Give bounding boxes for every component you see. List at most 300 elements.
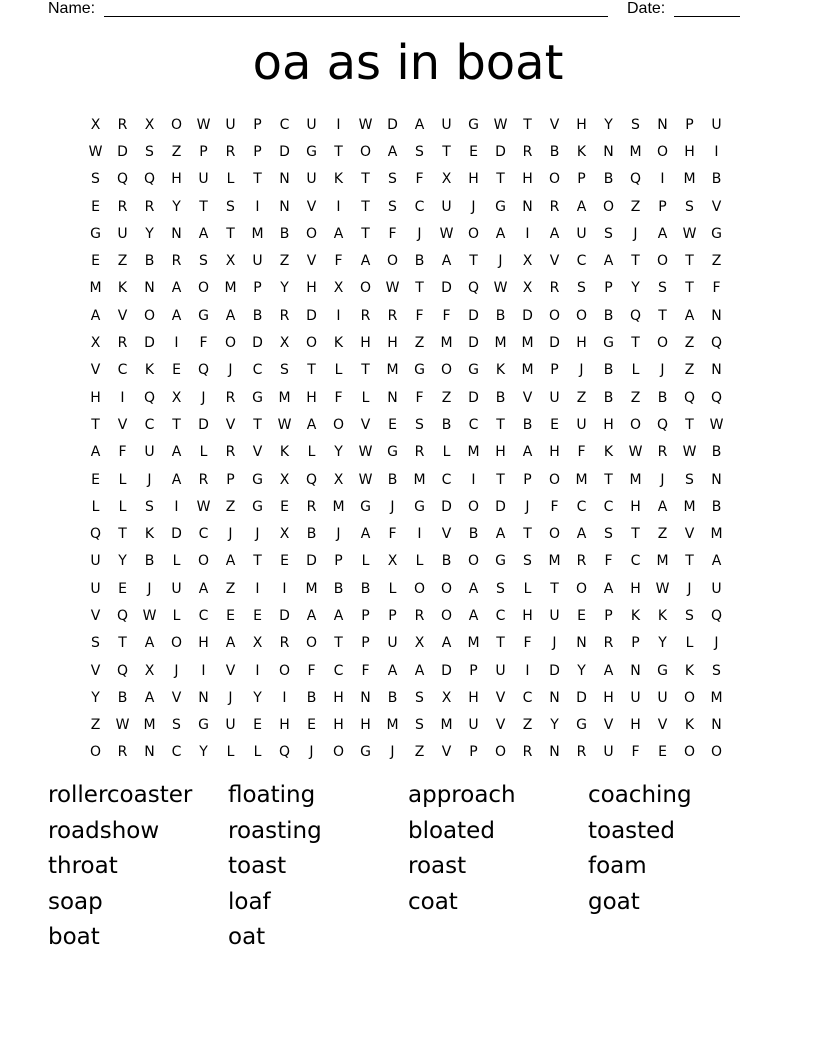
grid-cell[interactable]: W	[277, 416, 292, 433]
grid-cell[interactable]: V	[495, 689, 506, 706]
grid-cell[interactable]: S	[631, 116, 640, 133]
grid-cell[interactable]: Y	[658, 635, 667, 652]
grid-cell[interactable]: Z	[171, 143, 182, 160]
grid-cell[interactable]: J	[147, 580, 152, 597]
grid-cell[interactable]: T	[496, 635, 505, 652]
grid-cell[interactable]: F	[712, 280, 721, 297]
grid-cell[interactable]: Q	[89, 526, 102, 543]
grid-cell[interactable]: K	[144, 362, 155, 379]
grid-cell[interactable]: J	[390, 744, 395, 761]
grid-cell[interactable]: V	[90, 662, 101, 679]
grid-cell[interactable]: F	[307, 662, 316, 679]
grid-cell[interactable]: T	[118, 635, 127, 652]
grid-cell[interactable]: B	[306, 689, 317, 706]
grid-cell[interactable]: O	[548, 171, 561, 188]
grid-cell[interactable]: B	[333, 580, 344, 597]
grid-cell[interactable]: Q	[116, 662, 129, 679]
grid-cell[interactable]: R	[225, 444, 236, 461]
grid-cell[interactable]: S	[415, 717, 424, 734]
grid-cell[interactable]: W	[682, 444, 697, 461]
grid-cell[interactable]: S	[145, 143, 154, 160]
grid-cell[interactable]: K	[684, 662, 695, 679]
grid-cell[interactable]: I	[255, 662, 260, 679]
grid-cell[interactable]: I	[201, 662, 206, 679]
grid-cell[interactable]: A	[171, 471, 182, 488]
grid-cell[interactable]: X	[279, 335, 290, 352]
grid-cell[interactable]: T	[361, 198, 370, 215]
grid-cell[interactable]: V	[603, 717, 614, 734]
grid-cell[interactable]: M	[251, 225, 264, 242]
grid-cell[interactable]: A	[495, 526, 506, 543]
grid-cell[interactable]: B	[387, 689, 398, 706]
grid-cell[interactable]: M	[89, 280, 102, 297]
grid-cell[interactable]: N	[657, 116, 668, 133]
grid-cell[interactable]: H	[90, 389, 101, 406]
grid-cell[interactable]: L	[631, 362, 640, 379]
grid-cell[interactable]: L	[523, 580, 532, 597]
grid-cell[interactable]: J	[633, 225, 638, 242]
grid-cell[interactable]: X	[279, 526, 290, 543]
grid-cell[interactable]: C	[198, 607, 209, 624]
grid-cell[interactable]: M	[386, 362, 399, 379]
grid-cell[interactable]: Z	[441, 389, 452, 406]
grid-cell[interactable]: B	[360, 580, 371, 597]
grid-cell[interactable]: Y	[280, 280, 289, 297]
grid-cell[interactable]: H	[360, 717, 371, 734]
grid-cell[interactable]: T	[334, 635, 343, 652]
grid-cell[interactable]: T	[307, 362, 316, 379]
grid-cell[interactable]: Z	[279, 253, 290, 270]
grid-cell[interactable]: D	[279, 607, 290, 624]
grid-cell[interactable]: A	[711, 553, 722, 570]
grid-cell[interactable]: S	[685, 471, 694, 488]
grid-cell[interactable]: J	[714, 635, 719, 652]
grid-cell[interactable]: G	[468, 116, 479, 133]
grid-cell[interactable]: N	[549, 689, 560, 706]
grid-cell[interactable]: K	[630, 607, 641, 624]
grid-cell[interactable]: P	[334, 553, 343, 570]
grid-cell[interactable]: M	[656, 553, 669, 570]
grid-cell[interactable]: D	[441, 662, 452, 679]
grid-cell[interactable]: O	[170, 635, 183, 652]
grid-cell[interactable]: B	[441, 553, 452, 570]
grid-cell[interactable]: D	[306, 553, 317, 570]
grid-cell[interactable]: G	[468, 362, 479, 379]
grid-cell[interactable]: W	[493, 116, 508, 133]
grid-cell[interactable]: O	[197, 553, 210, 570]
grid-cell[interactable]: W	[709, 416, 724, 433]
grid-cell[interactable]: T	[226, 225, 235, 242]
grid-cell[interactable]: T	[118, 526, 127, 543]
grid-cell[interactable]: M	[413, 471, 426, 488]
grid-cell[interactable]: T	[685, 553, 694, 570]
grid-cell[interactable]: U	[549, 389, 560, 406]
name-field-line[interactable]	[104, 0, 608, 17]
grid-cell[interactable]: J	[660, 362, 665, 379]
grid-cell[interactable]: A	[387, 143, 398, 160]
grid-cell[interactable]: L	[118, 498, 127, 515]
grid-cell[interactable]: H	[603, 416, 614, 433]
grid-cell[interactable]: L	[226, 744, 235, 761]
grid-cell[interactable]: S	[523, 553, 532, 570]
grid-cell[interactable]: I	[120, 389, 125, 406]
grid-cell[interactable]: A	[198, 225, 209, 242]
grid-cell[interactable]: C	[576, 498, 587, 515]
grid-cell[interactable]: Z	[576, 389, 587, 406]
grid-cell[interactable]: S	[604, 526, 613, 543]
grid-cell[interactable]: N	[144, 280, 155, 297]
grid-cell[interactable]: S	[415, 416, 424, 433]
grid-cell[interactable]: T	[658, 307, 667, 324]
grid-cell[interactable]: T	[334, 143, 343, 160]
grid-cell[interactable]: S	[712, 662, 721, 679]
grid-cell[interactable]: A	[306, 607, 317, 624]
grid-cell[interactable]: O	[224, 335, 237, 352]
grid-cell[interactable]: E	[469, 143, 478, 160]
grid-cell[interactable]: E	[91, 471, 100, 488]
grid-cell[interactable]: S	[388, 171, 397, 188]
grid-cell[interactable]: T	[91, 416, 100, 433]
grid-cell[interactable]: Y	[631, 280, 640, 297]
grid-cell[interactable]: A	[603, 662, 614, 679]
grid-cell[interactable]: C	[576, 253, 587, 270]
grid-cell[interactable]: H	[279, 717, 290, 734]
grid-cell[interactable]: R	[387, 307, 398, 324]
grid-cell[interactable]: O	[197, 280, 210, 297]
grid-cell[interactable]: F	[631, 744, 640, 761]
grid-cell[interactable]: C	[117, 362, 128, 379]
grid-cell[interactable]: J	[552, 635, 557, 652]
grid-cell[interactable]: I	[282, 580, 287, 597]
grid-cell[interactable]: O	[332, 416, 345, 433]
grid-cell[interactable]: F	[550, 498, 559, 515]
grid-cell[interactable]: C	[495, 607, 506, 624]
grid-cell[interactable]: H	[684, 143, 695, 160]
grid-cell[interactable]: X	[333, 471, 344, 488]
grid-cell[interactable]: L	[253, 744, 262, 761]
grid-cell[interactable]: M	[332, 498, 345, 515]
grid-cell[interactable]: A	[657, 498, 668, 515]
grid-cell[interactable]: D	[441, 498, 452, 515]
grid-cell[interactable]: H	[576, 116, 587, 133]
grid-cell[interactable]: B	[144, 553, 155, 570]
grid-cell[interactable]: M	[305, 580, 318, 597]
grid-cell[interactable]: V	[171, 689, 182, 706]
grid-cell[interactable]: D	[117, 143, 128, 160]
grid-cell[interactable]: P	[361, 635, 370, 652]
grid-cell[interactable]: I	[336, 198, 341, 215]
grid-cell[interactable]: U	[225, 717, 236, 734]
grid-cell[interactable]: U	[171, 580, 182, 597]
grid-cell[interactable]: B	[414, 253, 425, 270]
grid-cell[interactable]: M	[467, 635, 480, 652]
grid-cell[interactable]: R	[225, 143, 236, 160]
grid-cell[interactable]: F	[118, 444, 127, 461]
grid-cell[interactable]: C	[441, 471, 452, 488]
grid-cell[interactable]: P	[469, 744, 478, 761]
grid-cell[interactable]: W	[196, 498, 211, 515]
grid-cell[interactable]: X	[441, 171, 452, 188]
grid-cell[interactable]: B	[711, 444, 722, 461]
grid-cell[interactable]: P	[388, 607, 397, 624]
grid-cell[interactable]: Y	[577, 662, 586, 679]
grid-cell[interactable]: Z	[684, 335, 695, 352]
grid-cell[interactable]: F	[361, 662, 370, 679]
grid-cell[interactable]: L	[307, 444, 316, 461]
grid-cell[interactable]: M	[521, 362, 534, 379]
grid-cell[interactable]: X	[522, 280, 533, 297]
grid-cell[interactable]: J	[525, 498, 530, 515]
grid-cell[interactable]: C	[171, 744, 182, 761]
grid-cell[interactable]: T	[361, 225, 370, 242]
grid-cell[interactable]: K	[657, 607, 668, 624]
grid-cell[interactable]: B	[387, 471, 398, 488]
grid-cell[interactable]: M	[710, 526, 723, 543]
grid-cell[interactable]: O	[170, 116, 183, 133]
grid-cell[interactable]: J	[336, 526, 341, 543]
grid-cell[interactable]: R	[117, 335, 128, 352]
grid-cell[interactable]: U	[306, 116, 317, 133]
grid-cell[interactable]: U	[117, 225, 128, 242]
grid-cell[interactable]: O	[494, 744, 507, 761]
grid-cell[interactable]: W	[358, 471, 373, 488]
grid-cell[interactable]: T	[550, 580, 559, 597]
grid-cell[interactable]: D	[468, 389, 479, 406]
grid-cell[interactable]: V	[360, 416, 371, 433]
grid-cell[interactable]: N	[144, 744, 155, 761]
grid-cell[interactable]: M	[224, 280, 237, 297]
grid-cell[interactable]: R	[603, 635, 614, 652]
grid-cell[interactable]: C	[522, 689, 533, 706]
grid-cell[interactable]: R	[549, 198, 560, 215]
grid-cell[interactable]: V	[441, 526, 452, 543]
grid-cell[interactable]: X	[522, 253, 533, 270]
grid-cell[interactable]: Q	[305, 471, 318, 488]
grid-cell[interactable]: G	[414, 498, 425, 515]
grid-cell[interactable]: N	[279, 198, 290, 215]
grid-cell[interactable]: E	[307, 717, 316, 734]
grid-cell[interactable]: P	[631, 635, 640, 652]
date-field-line[interactable]	[674, 0, 740, 17]
grid-cell[interactable]: O	[575, 580, 588, 597]
grid-cell[interactable]: H	[522, 171, 533, 188]
grid-cell[interactable]: J	[255, 526, 260, 543]
grid-cell[interactable]: D	[198, 416, 209, 433]
grid-cell[interactable]: O	[683, 689, 696, 706]
grid-cell[interactable]: T	[631, 526, 640, 543]
grid-cell[interactable]: J	[174, 662, 179, 679]
grid-cell[interactable]: G	[90, 225, 101, 242]
grid-cell[interactable]: H	[387, 335, 398, 352]
grid-cell[interactable]: L	[415, 553, 424, 570]
grid-cell[interactable]: N	[279, 171, 290, 188]
grid-cell[interactable]: O	[467, 225, 480, 242]
grid-cell[interactable]: P	[253, 116, 262, 133]
grid-cell[interactable]: H	[576, 335, 587, 352]
grid-cell[interactable]: X	[333, 280, 344, 297]
grid-cell[interactable]: R	[225, 389, 236, 406]
grid-cell[interactable]: U	[441, 116, 452, 133]
grid-cell[interactable]: S	[496, 580, 505, 597]
grid-cell[interactable]: M	[629, 471, 642, 488]
grid-cell[interactable]: V	[90, 362, 101, 379]
grid-cell[interactable]: H	[198, 635, 209, 652]
grid-cell[interactable]: Z	[684, 362, 695, 379]
grid-cell[interactable]: M	[440, 335, 453, 352]
grid-cell[interactable]: G	[414, 362, 425, 379]
grid-cell[interactable]: T	[631, 253, 640, 270]
grid-cell[interactable]: T	[523, 526, 532, 543]
grid-cell[interactable]: R	[576, 553, 587, 570]
grid-cell[interactable]: W	[439, 225, 454, 242]
grid-cell[interactable]: D	[441, 280, 452, 297]
grid-cell[interactable]: T	[631, 335, 640, 352]
grid-cell[interactable]: H	[603, 689, 614, 706]
grid-cell[interactable]: C	[468, 416, 479, 433]
grid-cell[interactable]: K	[333, 171, 344, 188]
grid-cell[interactable]: T	[361, 362, 370, 379]
grid-cell[interactable]: O	[305, 335, 318, 352]
grid-cell[interactable]: I	[174, 498, 179, 515]
grid-cell[interactable]: A	[603, 580, 614, 597]
grid-cell[interactable]: R	[549, 280, 560, 297]
grid-cell[interactable]: I	[471, 471, 476, 488]
grid-cell[interactable]: Q	[629, 307, 642, 324]
grid-cell[interactable]: R	[144, 198, 155, 215]
grid-cell[interactable]: J	[147, 471, 152, 488]
grid-cell[interactable]: S	[685, 198, 694, 215]
grid-cell[interactable]: K	[576, 143, 587, 160]
grid-cell[interactable]: A	[576, 198, 587, 215]
grid-cell[interactable]: A	[387, 662, 398, 679]
grid-cell[interactable]: A	[468, 580, 479, 597]
grid-cell[interactable]: O	[629, 416, 642, 433]
grid-cell[interactable]: E	[91, 253, 100, 270]
grid-cell[interactable]: G	[387, 444, 398, 461]
grid-cell[interactable]: J	[228, 689, 233, 706]
grid-cell[interactable]: R	[171, 253, 182, 270]
grid-cell[interactable]: C	[630, 553, 641, 570]
grid-cell[interactable]: F	[523, 635, 532, 652]
grid-cell[interactable]: L	[334, 362, 343, 379]
grid-cell[interactable]: Q	[710, 389, 723, 406]
grid-cell[interactable]: H	[333, 689, 344, 706]
grid-cell[interactable]: L	[172, 553, 181, 570]
grid-cell[interactable]: Z	[90, 717, 101, 734]
grid-cell[interactable]: Z	[522, 717, 533, 734]
grid-cell[interactable]: D	[549, 335, 560, 352]
grid-cell[interactable]: M	[683, 498, 696, 515]
grid-cell[interactable]: A	[171, 280, 182, 297]
grid-cell[interactable]: E	[550, 416, 559, 433]
grid-cell[interactable]: S	[280, 362, 289, 379]
grid-cell[interactable]: A	[576, 526, 587, 543]
grid-cell[interactable]: B	[603, 362, 614, 379]
grid-cell[interactable]: G	[198, 717, 209, 734]
grid-cell[interactable]: V	[117, 416, 128, 433]
grid-cell[interactable]: T	[496, 471, 505, 488]
grid-cell[interactable]: A	[657, 225, 668, 242]
grid-cell[interactable]: B	[711, 171, 722, 188]
grid-cell[interactable]: D	[387, 116, 398, 133]
grid-cell[interactable]: O	[575, 307, 588, 324]
grid-cell[interactable]: T	[469, 253, 478, 270]
grid-cell[interactable]: P	[577, 171, 586, 188]
grid-cell[interactable]: X	[225, 253, 236, 270]
grid-cell[interactable]: R	[522, 143, 533, 160]
grid-cell[interactable]: D	[171, 526, 182, 543]
grid-cell[interactable]: Z	[630, 389, 641, 406]
grid-cell[interactable]: U	[441, 198, 452, 215]
grid-cell[interactable]: A	[333, 225, 344, 242]
grid-cell[interactable]: A	[90, 307, 101, 324]
grid-cell[interactable]: L	[91, 498, 100, 515]
grid-cell[interactable]: O	[548, 471, 561, 488]
grid-cell[interactable]: R	[414, 607, 425, 624]
grid-cell[interactable]: R	[360, 307, 371, 324]
grid-cell[interactable]: O	[89, 744, 102, 761]
grid-cell[interactable]: A	[603, 253, 614, 270]
grid-cell[interactable]: L	[442, 444, 451, 461]
grid-cell[interactable]: J	[579, 362, 584, 379]
grid-cell[interactable]: D	[549, 662, 560, 679]
grid-cell[interactable]: D	[468, 335, 479, 352]
grid-cell[interactable]: T	[604, 471, 613, 488]
grid-cell[interactable]: H	[549, 444, 560, 461]
grid-cell[interactable]: W	[628, 444, 643, 461]
grid-cell[interactable]: J	[660, 471, 665, 488]
grid-cell[interactable]: W	[493, 280, 508, 297]
grid-cell[interactable]: C	[198, 526, 209, 543]
grid-cell[interactable]: T	[685, 253, 694, 270]
grid-cell[interactable]: L	[172, 607, 181, 624]
grid-cell[interactable]: J	[687, 580, 692, 597]
grid-cell[interactable]: B	[603, 171, 614, 188]
grid-cell[interactable]: S	[226, 198, 235, 215]
grid-cell[interactable]: S	[91, 635, 100, 652]
grid-cell[interactable]: E	[172, 362, 181, 379]
grid-cell[interactable]: U	[711, 580, 722, 597]
grid-cell[interactable]: X	[414, 635, 425, 652]
grid-cell[interactable]: M	[467, 444, 480, 461]
grid-cell[interactable]: Y	[145, 225, 154, 242]
grid-cell[interactable]: O	[359, 143, 372, 160]
grid-cell[interactable]: V	[495, 717, 506, 734]
grid-cell[interactable]: O	[440, 362, 453, 379]
grid-cell[interactable]: M	[710, 689, 723, 706]
grid-cell[interactable]: Y	[199, 744, 208, 761]
grid-cell[interactable]: W	[655, 580, 670, 597]
grid-cell[interactable]: Q	[683, 389, 696, 406]
grid-cell[interactable]: N	[387, 389, 398, 406]
grid-cell[interactable]: O	[656, 253, 669, 270]
grid-cell[interactable]: N	[522, 198, 533, 215]
grid-cell[interactable]: X	[90, 335, 101, 352]
grid-cell[interactable]: L	[199, 444, 208, 461]
grid-cell[interactable]: H	[333, 717, 344, 734]
grid-cell[interactable]: G	[657, 662, 668, 679]
grid-cell[interactable]: J	[498, 253, 503, 270]
grid-cell[interactable]: W	[358, 444, 373, 461]
grid-cell[interactable]: L	[685, 635, 694, 652]
grid-cell[interactable]: L	[388, 580, 397, 597]
grid-cell[interactable]: E	[226, 607, 235, 624]
grid-cell[interactable]: A	[414, 116, 425, 133]
grid-cell[interactable]: A	[144, 635, 155, 652]
grid-cell[interactable]: O	[710, 744, 723, 761]
grid-cell[interactable]: W	[115, 717, 130, 734]
grid-cell[interactable]: U	[198, 171, 209, 188]
